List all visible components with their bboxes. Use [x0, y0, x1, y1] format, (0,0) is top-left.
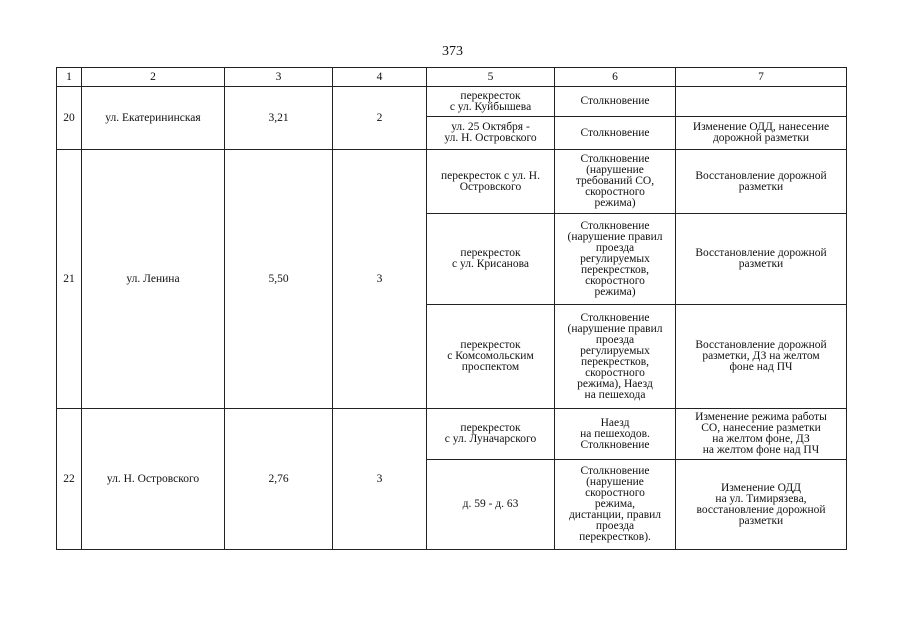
incident-type-cell: Столкновение (нарушение требований СО, скоростного режима): [555, 150, 676, 214]
incident-type-cell: Наезд на пешеходов. Столкновение: [555, 409, 676, 460]
location-cell: д. 59 - д. 63: [427, 460, 555, 550]
incident-type-cell: Столкновение (нарушение правил проезда регулируемых перекрестков, скоростного режима), Наезд на пешехода: [555, 305, 676, 409]
count-value: 2: [333, 87, 427, 150]
length-value: 5,50: [225, 150, 333, 409]
length-value: 3,21: [225, 87, 333, 150]
location-cell: перекресток с ул. Н. Островского: [427, 150, 555, 214]
location-cell: перекресток с ул. Куйбышева: [427, 87, 555, 117]
row-number: 21: [57, 150, 82, 409]
column-header: 3: [225, 68, 333, 87]
table-row: [57, 87, 847, 117]
column-header: 4: [333, 68, 427, 87]
street-name: ул. Екатерининская: [82, 87, 225, 150]
row-number: 22: [57, 409, 82, 550]
location-cell: перекресток с ул. Крисанова: [427, 214, 555, 305]
table-row: [57, 409, 847, 460]
column-header: 5: [427, 68, 555, 87]
table-header-row: [57, 68, 847, 87]
table-row: [57, 150, 847, 214]
measures-cell: Восстановление дорожной разметки: [676, 214, 847, 305]
measures-cell: Восстановление дорожной разметки, ДЗ на желтом фоне над ПЧ: [676, 305, 847, 409]
measures-cell: Изменение режима работы СО, нанесение разметки на желтом фоне, ДЗ на желтом фоне над ПЧ: [676, 409, 847, 460]
column-header: 2: [82, 68, 225, 87]
row-number: 20: [57, 87, 82, 150]
incident-type-cell: Столкновение: [555, 87, 676, 117]
count-value: 3: [333, 150, 427, 409]
column-header: 7: [676, 68, 847, 87]
measures-cell: Изменение ОДД на ул. Тимирязева, восстановление дорожной разметки: [676, 460, 847, 550]
column-header: 6: [555, 68, 676, 87]
measures-cell: [676, 87, 847, 117]
street-name: ул. Н. Островского: [82, 409, 225, 550]
incident-type-cell: Столкновение (нарушение правил проезда регулируемых перекрестков, скоростного режима): [555, 214, 676, 305]
incident-type-cell: Столкновение: [555, 117, 676, 150]
incident-type-cell: Столкновение (нарушение скоростного режима, дистанции, правил проезда перекрестков).: [555, 460, 676, 550]
column-header: 1: [57, 68, 82, 87]
location-cell: перекресток с ул. Луначарского: [427, 409, 555, 460]
length-value: 2,76: [225, 409, 333, 550]
location-cell: ул. 25 Октября - ул. Н. Островского: [427, 117, 555, 150]
page-number: 373: [442, 44, 463, 59]
count-value: 3: [333, 409, 427, 550]
measures-cell: Восстановление дорожной разметки: [676, 150, 847, 214]
street-name: ул. Ленина: [82, 150, 225, 409]
measures-cell: Изменение ОДД, нанесение дорожной разметки: [676, 117, 847, 150]
data-table: [56, 67, 847, 550]
location-cell: перекресток с Комсомольским проспектом: [427, 305, 555, 409]
